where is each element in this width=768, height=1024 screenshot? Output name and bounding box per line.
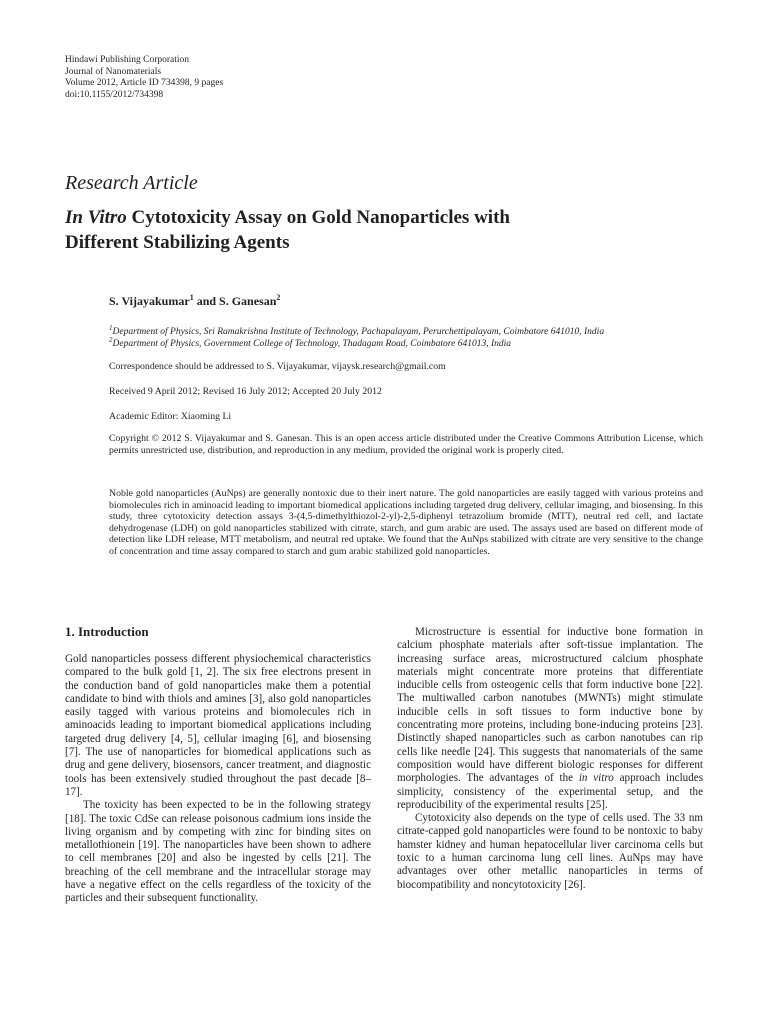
title-line2: Different Stabilizing Agents [65, 232, 290, 253]
academic-editor: Academic Editor: Xiaoming Li [109, 411, 232, 422]
body-text-italic: in vitro [578, 772, 614, 785]
body-paragraph: Cytotoxicity also depends on the type of cells used. The 33 nm citrate-capped gold nanoparticles were found to be nontoxic to baby hamster kidney and human hepatocellular liver carcinoma cells but toxic to a human carcinoma lung cell lines. AuNps may have advantages over other metallic nanoparticles in terms of biocompatibility and noncytotoxicity [26]. [397, 812, 703, 891]
body-paragraph: The toxicity has been expected to be in the following strategy [18]. The toxic CdSe can release poisonous cadmium ions inside the living organism and by competing with zinc for binding sites on metallothionein [19]. The nanoparticles have been shown to adhere to cell membranes [20] and also be ingested by cells [21]. The breaching of the cell membrane and the intracellular storage may have a negative effect on the cells regardless of the toxicity of the particles and their subsequent functionality. [65, 799, 371, 905]
body-paragraph [397, 626, 703, 812]
article-dates: Received 9 April 2012; Revised 16 July 2012; Accepted 20 July 2012 [109, 386, 382, 397]
body-column-right [397, 626, 703, 892]
abstract: Noble gold nanoparticles (AuNps) are generally nontoxic due to their inert nature. The gold nanoparticles are easily tagged with various proteins and biomolecules rich in aminoacid leading to important biomedical applications including targeted drug delivery, cellular imaging, and biosensing. In this study, three cytotoxicity detection assays 3-(4,5-dimethylthiozol-2-yl)-2,5-diphenyl tetrazolium bromide (MTT), neutral red cell, and lactate dehydrogenase (LDH) on gold nanoparticles stabilized with citrate, starch, and gum arabic are used. The assays used are based on different mode of detection like LDH release, MTT metabolism, and neutral red uptake. We found that the AuNps stabilized with citrate are very sensitive to the change of concentration and time assay compared to starch and gum arabic stabilized gold nanoparticles. [109, 488, 703, 557]
author-separator: and [193, 294, 220, 308]
affiliation [109, 335, 511, 351]
author-name: S. Ganesan [219, 294, 277, 308]
affiliation-marker: 1 [109, 324, 113, 332]
title-italic-part: In Vitro [65, 207, 127, 228]
author-affiliation-marker: 2 [276, 293, 281, 302]
section-heading: 1. Introduction [65, 624, 149, 639]
body-column-left [65, 653, 371, 906]
copyright-notice: Copyright © 2012 S. Vijayakumar and S. Ganesan. This is an open access article distributed under the Creative Commons Attribution License, which permits unrestricted use, distribution, and reproduction in any medium, provided the original work is properly cited. [109, 433, 703, 456]
paper-title [65, 205, 685, 255]
journal-header [65, 55, 223, 101]
body-text: Microstructure is essential for inductive bone formation in calcium phosphate materials after soft-tissue implantation. The increasing surface areas, microstructured calcium phosphate materials might concentrate more proteins that differentiate inducible cells from osteogenic cells that form inductive bone [22]. The multiwalled carbon nanotubes (MWNTs) might stimulate inducible cells in soft tissues to form inductive bone by concentrating more proteins, including bone-inducing proteins [23]. Distinctly shaped nanoparticles such as carbon nanotubes can rip cells like needle [24]. This suggests that nanomaterials of the same composition would have different biologic responses for different morphologies. The advantages of the [397, 626, 703, 785]
doi: doi:10.1155/2012/734398 [65, 89, 164, 100]
body-text: approach includes simplicity, consistency of the experimental setup, and the reproducibility of the experimental results [25]. [397, 772, 704, 811]
affiliation-text: Department of Physics, Government College of Technology, Thadagam Road, Coimbatore 641013, India [112, 339, 512, 350]
affiliation-text: Department of Physics, Sri Ramakrishna Institute of Technology, Pachapalayam, Perurchettipalayam, Coimbatore 641010, India [112, 327, 605, 338]
article-type: Research Article [65, 172, 198, 194]
title-line1-rest: Cytotoxicity Assay on Gold Nanoparticles with [126, 207, 510, 228]
publisher-name: Hindawi Publishing Corporation [65, 55, 190, 65]
volume-info: Volume 2012, Article ID 734398, 9 pages [65, 78, 224, 88]
body-paragraph: Gold nanoparticles possess different physiochemical characteristics compared to the bulk gold [1, 2]. The six free electrons present in the conduction band of gold nanoparticles make them a potential candidate to bind with thiols and amines [3], also gold nanoparticles easily tagged with various proteins and biomolecules rich in aminoacids leading to important biomedical applications including targeted drug delivery [4, 5], cellular imaging [6], and biosensing [7]. The use of nanoparticles for biomedical applications such as drug and gene delivery, biosensors, cancer treatment, and diagnostic tools has been extensively studied throughout the past decade [8–17]. [65, 653, 371, 798]
affiliation-marker: 2 [109, 336, 113, 344]
correspondence-email[interactable]: vijaysk.research@gmail.com [331, 361, 446, 372]
author-name: S. Vijayakumar [109, 294, 190, 308]
correspondence [109, 361, 446, 372]
journal-name: Journal of Nanomaterials [65, 66, 162, 77]
correspondence-text: Correspondence should be addressed to S. Vijayakumar, [109, 361, 332, 372]
author-affiliation-marker: 1 [189, 293, 194, 302]
author-list [109, 293, 280, 309]
